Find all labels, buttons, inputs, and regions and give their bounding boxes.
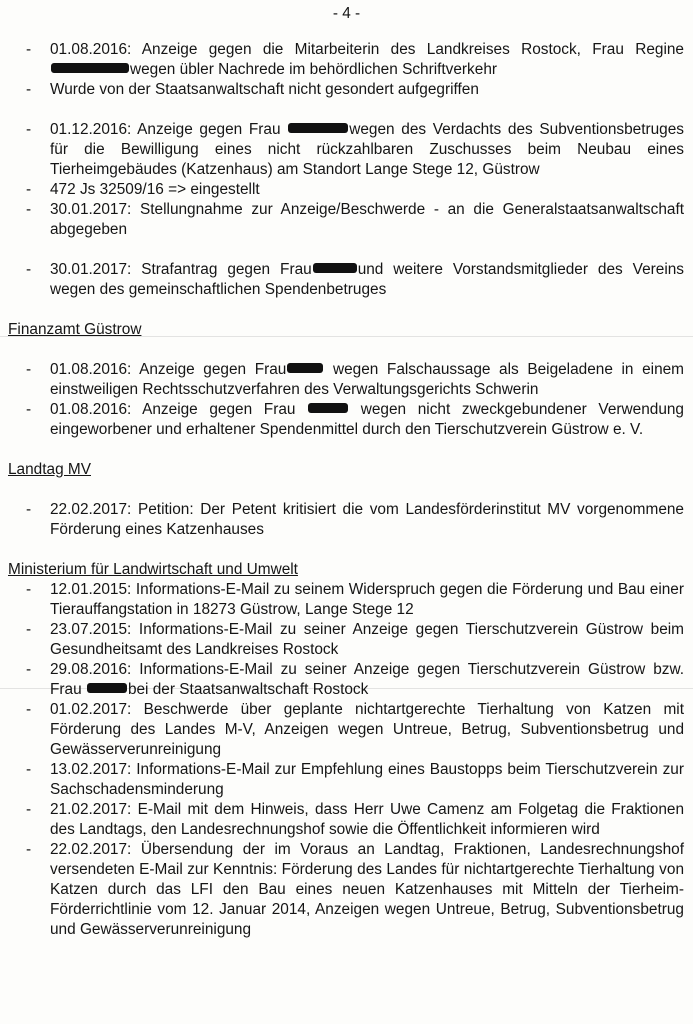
redaction-mark (87, 683, 127, 693)
staatsanwaltschaft-list-3 (8, 260, 684, 300)
entry-text: wegen übler Nachrede im behördlichen Schriftverkehr (130, 61, 498, 78)
entry-text: Strafantrag gegen Frau (141, 261, 312, 278)
list-item (8, 580, 684, 620)
entry-date: 13.02.2017: (50, 761, 132, 778)
list-item (8, 700, 684, 760)
entry-text: Anzeige gegen Frau (139, 361, 287, 378)
list-item (8, 500, 684, 540)
entry-text: Informations-E-Mail zu seiner Anzeige gegen Tierschutzverein Güstrow bzw. Frau (50, 661, 684, 698)
entry-text: wegen des Verdachts des Subventionsbetruges für die Bewilligung eines nicht rückzahlbaren Zuschusses beim Neubau eines Tierheimgebäudes (Katzenhaus) am Standort Lange Stege 12, Güstrow (50, 121, 684, 178)
entry-text: Petition: Der Petent kritisiert die vom Landesförderinstitut MV vorgenommene Förderung eines Katzenhauses (50, 501, 684, 538)
redaction-mark (288, 123, 348, 133)
ministerium-list (8, 580, 684, 940)
entry-text: Stellungnahme zur Anzeige/Beschwerde - an die Generalstaatsanwaltschaft abgegeben (50, 201, 684, 238)
entry-text: Übersendung der im Voraus an Landtag, Fraktionen, Landesrechnungshof versendeten E-Mail zur Kenntnis: Förderung des Landes für nichtartgerechte Tierhaltung von Katzen durch das LFI den Bau eines neuen Katzenhauses mit Mitteln der Tierheim-Förderrichtlinie vom 12. Januar 2014, Anzeigen wegen Untreue, Betrug, Subventionsbetrug und Gewässerverunreinigung (50, 841, 684, 938)
list-item (8, 360, 684, 400)
list-item (8, 760, 684, 800)
entry-date: 21.02.2017: (50, 801, 132, 818)
list-item (8, 800, 684, 840)
entry-text: Informations-E-Mail zur Empfehlung eines Baustopps beim Tierschutzverein zur Sachschadensminderung (50, 761, 684, 798)
landtag-list (8, 500, 684, 540)
entry-text: Anzeige gegen Frau (142, 401, 296, 418)
redaction-mark (313, 263, 357, 273)
list-item (8, 180, 684, 200)
entry-text: wegen nicht zweckgebundener Verwendung eingeworbener und erhaltener Spendenmittel durch den Tierschutzverein Güstrow e. V. (50, 401, 684, 438)
list-item (8, 120, 684, 180)
entry-text: E-Mail mit dem Hinweis, dass Herr Uwe Camenz am Folgetag die Fraktionen des Landtags, den Landesrechnungshof sowie die Öffentlichkeit informieren wird (50, 801, 684, 838)
entry-date: 22.02.2017: (50, 841, 132, 858)
page-number: - 4 - (332, 5, 361, 22)
entry-date: 30.01.2017: (50, 261, 132, 278)
entry-date: 29.08.2016: (50, 661, 132, 678)
section-heading-finanzamt: Finanzamt Güstrow (8, 321, 142, 338)
entry-date: 23.07.2015: (50, 621, 132, 638)
redaction-mark (51, 63, 129, 73)
entry-text: Anzeige gegen Frau (137, 121, 281, 138)
list-item (8, 660, 684, 700)
list-item (8, 40, 684, 80)
entry-date: 01.08.2016: (50, 401, 132, 418)
finanzamt-list (8, 360, 684, 440)
entry-text: bei der Staatsanwaltschaft Rostock (127, 681, 369, 698)
section-heading-ministerium: Ministerium für Landwirtschaft und Umwelt (8, 561, 298, 578)
document-body (8, 40, 684, 940)
entry-date: 01.08.2016: (50, 41, 132, 58)
list-item (8, 400, 684, 440)
entry-text: Informations-E-Mail zu seinem Widerspruch gegen die Förderung und Bau einer Tierauffangstation in 18273 Güstrow, Lange Stege 12 (50, 581, 684, 618)
list-item (8, 80, 684, 100)
list-item (8, 840, 684, 940)
entry-date: 01.12.2016: (50, 121, 132, 138)
entry-date: 01.08.2016: (50, 361, 132, 378)
entry-text: und weitere Vorstandsmitglieder des Vereins wegen des gemeinschaftlichen Spendenbetruges (50, 261, 684, 298)
entry-date: 01.02.2017: (50, 701, 132, 718)
section-heading-landtag: Landtag MV (8, 461, 91, 478)
entry-text: Wurde von der Staatsanwaltschaft nicht gesondert aufgegriffen (50, 81, 479, 98)
redaction-mark (287, 363, 323, 373)
entry-date: 12.01.2015: (50, 581, 132, 598)
entry-date: 22.02.2017: (50, 501, 132, 518)
entry-date: 30.01.2017: (50, 201, 132, 218)
staatsanwaltschaft-list-1 (8, 40, 684, 100)
entry-text: Beschwerde über geplante nichtartgerechte Tierhaltung von Katzen mit Förderung des Landes M-V, Anzeigen wegen Untreue, Betrug, Subventionsbetrug und Gewässerverunreinigung (50, 701, 684, 758)
entry-text: Informations-E-Mail zu seiner Anzeige gegen Tierschutzverein Güstrow beim Gesundheitsamt des Landkreises Rostock (50, 621, 684, 658)
entry-text: Anzeige gegen die Mitarbeiterin des Landkreises Rostock, Frau Regine (141, 41, 684, 58)
redaction-mark (308, 403, 348, 413)
entry-text: 472 Js 32509/16 => eingestellt (50, 181, 260, 198)
staatsanwaltschaft-list-2 (8, 120, 684, 240)
list-item (8, 620, 684, 660)
entry-text: wegen Falschaussage als Beigeladene in einem einstweiligen Rechtsschutzverfahren des Verwaltungsgerichts Schwerin (50, 361, 685, 398)
list-item (8, 200, 684, 240)
list-item (8, 260, 684, 300)
